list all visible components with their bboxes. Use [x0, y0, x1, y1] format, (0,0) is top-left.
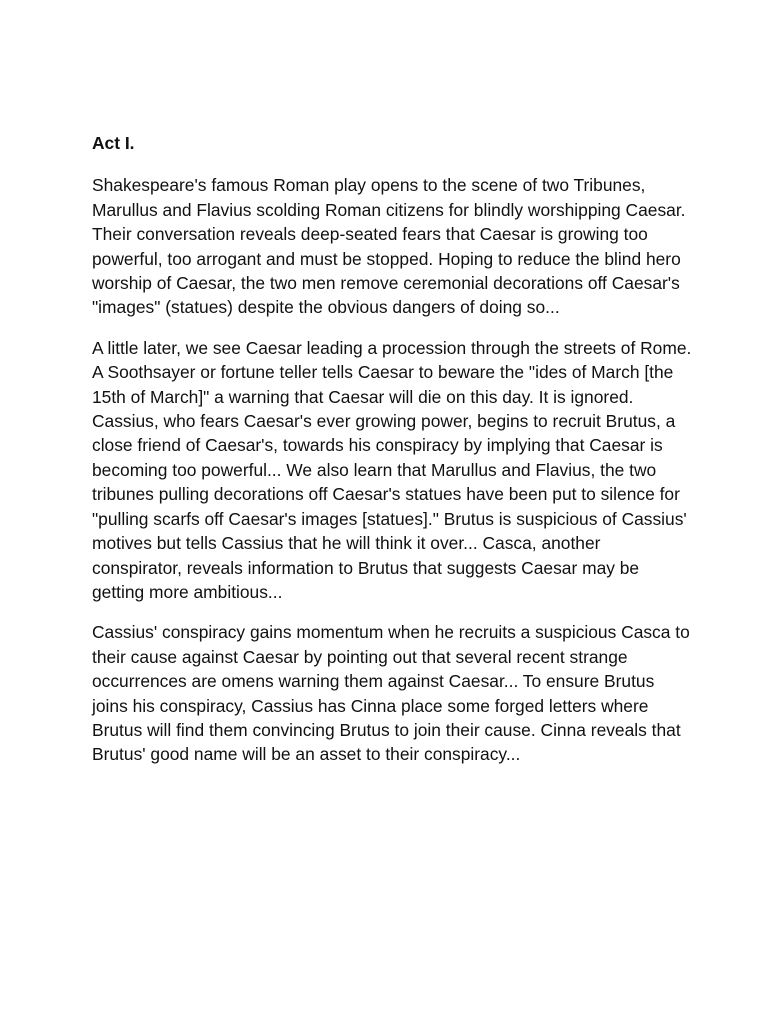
paragraph-intro: Shakespeare's famous Roman play opens to the scene of two Tribunes, Marullus and Flavius scolding Roman citizens for blindly worshipping Caesar. Their conversation reveals deep-seated fears that Caesar is growing too powerful, too arrogant and must be stopped. Hoping to reduce the blind hero worship of Caesar, the two men remove ceremonial decorations off Caesar's "images" (statues) despite the obvious dangers of doing so... [92, 175, 686, 318]
paragraph-conspiracy: Cassius' conspiracy gains momentum when he recruits a suspicious Casca to their cause against Caesar by pointing out that several recent strange occurrences are omens warning them against Caesar... To ensure Brutus joins his conspiracy, Cassius has Cinna place some forged letters where Brutus will find them convincing Brutus to join their cause. Cinna reveals that Brutus' good name will be an asset to their conspiracy... [92, 622, 690, 765]
act-heading: Act I. [92, 133, 135, 153]
paragraph-procession: A little later, we see Caesar leading a procession through the streets of Rome. A Soothsayer or fortune teller tells Caesar to beware the "ides of March [the 15th of March]" a warning that Caesar will die on this day. It is ignored. Cassius, who fears Caesar's ever growing power, begins to recruit Brutus, a close friend of Caesar's, towards his conspiracy by implying that Caesar is becoming too powerful... We also learn that Marullus and Flavius, the two tribunes pulling decorations off Caesar's statues have been put to silence for "pulling scarfs off Caesar's images [statues]." Brutus is suspicious of Cassius' motives but tells Cassius that he will think it over... Casca, another conspirator, reveals information to Brutus that suggests Caesar may be getting more ambitious... [92, 337, 692, 602]
document-body [92, 131, 692, 783]
